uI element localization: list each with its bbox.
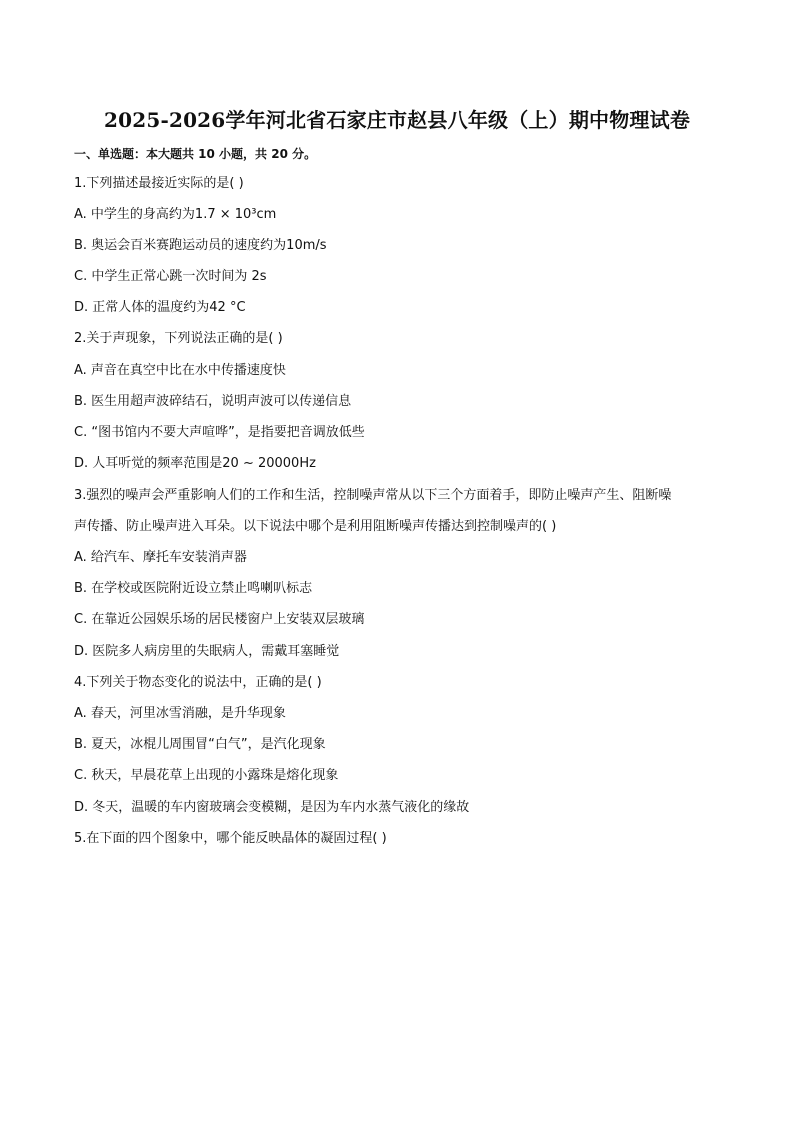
question-5-stem: 5.在下面的四个图象中，哪个能反映晶体的凝固过程( )	[74, 831, 387, 846]
question-1-option-b: B. 奥运会百米赛跑运动员的速度约为10m/s	[74, 238, 327, 253]
question-2-option-a: A. 声音在真空中比在水中传播速度快	[74, 363, 286, 378]
section-heading: 一、单选题：本大题共 10 小题，共 20 分。	[74, 147, 317, 161]
question-4-option-d: D. 冬天，温暖的车内窗玻璃会变模糊，是因为车内水蒸气液化的缘故	[74, 800, 470, 815]
question-3-stem-line-1: 3.强烈的噪声会严重影响人们的工作和生活，控制噪声常从以下三个方面着手，即防止噪声产生、阻断噪	[74, 488, 672, 503]
question-1-stem: 1.下列描述最接近实际的是( )	[74, 176, 244, 191]
question-3-stem-line-2: 声传播、防止噪声进入耳朵。以下说法中哪个是利用阻断噪声传播达到控制噪声的( )	[74, 519, 557, 534]
question-1-option-d: D. 正常人体的温度约为42 °C	[74, 300, 246, 315]
question-3-option-a: A. 给汽车、摩托车安装消声器	[74, 550, 247, 565]
question-4-option-c: C. 秋天，早晨花草上出现的小露珠是熔化现象	[74, 768, 339, 783]
question-1-option-a: A. 中学生的身高约为1.7 × 10³cm	[74, 207, 277, 222]
question-2-option-c: C. “图书馆内不要大声喧哗”，是指要把音调放低些	[74, 425, 365, 440]
question-1-option-c: C. 中学生正常心跳一次时间为 2s	[74, 269, 267, 284]
question-4-option-b: B. 夏天，冰棍儿周围冒“白气”，是汽化现象	[74, 737, 326, 752]
exam-title: 2025-2026学年河北省石家庄市赵县八年级（上）期中物理试卷	[103, 108, 691, 132]
question-4-option-a: A. 春天，河里冰雪消融，是升华现象	[74, 706, 286, 721]
question-2-stem: 2.关于声现象，下列说法正确的是( )	[74, 331, 283, 346]
question-3-option-c: C. 在靠近公园娱乐场的居民楼窗户上安装双层玻璃	[74, 612, 365, 627]
question-4-stem: 4.下列关于物态变化的说法中，正确的是( )	[74, 675, 322, 690]
question-3-option-b: B. 在学校或医院附近设立禁止鸣喇叭标志	[74, 581, 313, 596]
question-2-option-d: D. 人耳听觉的频率范围是20 ~ 20000Hz	[74, 456, 316, 471]
question-3-option-d: D. 医院多人病房里的失眠病人，需戴耳塞睡觉	[74, 644, 340, 659]
question-2-option-b: B. 医生用超声波碎结石，说明声波可以传递信息	[74, 394, 352, 409]
